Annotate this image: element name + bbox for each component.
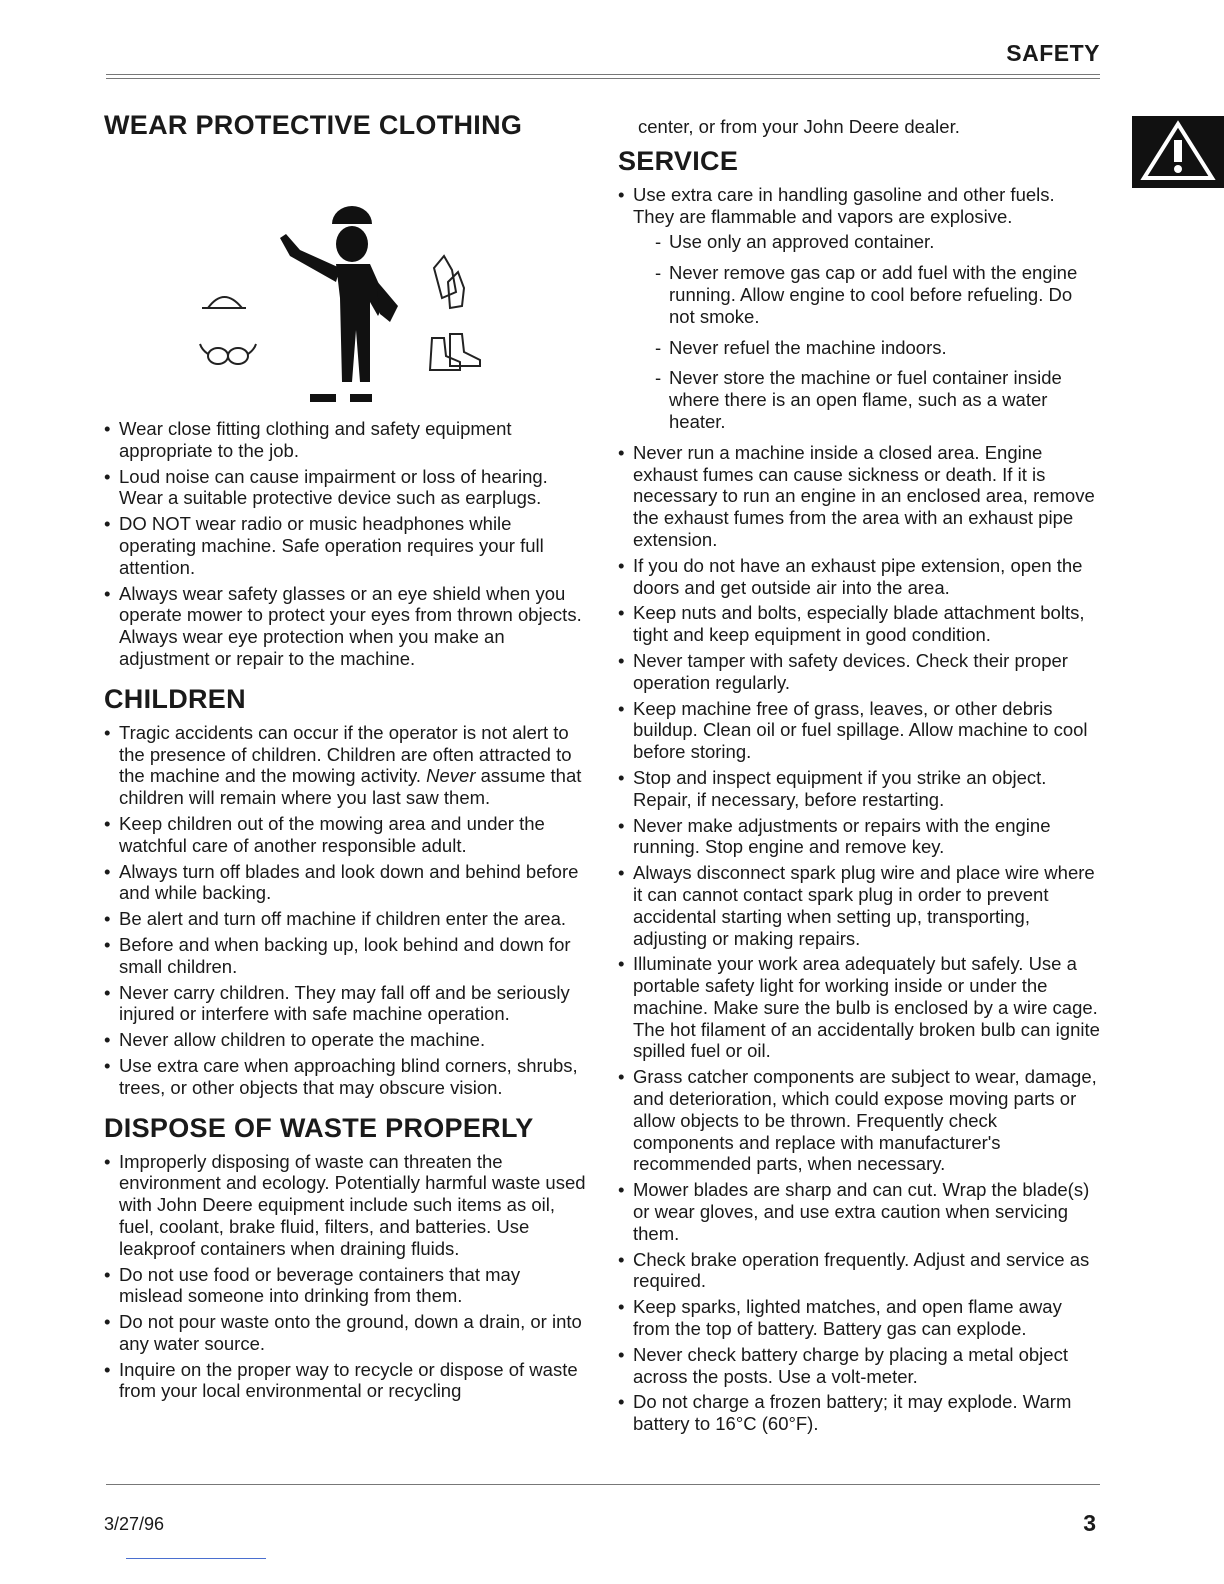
sub-item: - Never refuel the machine indoors. xyxy=(655,337,1100,359)
list-item: • Never run a machine inside a closed area. Engine exhaust fumes can cause sickness or death. If it is necessary to run an engine in an enclosed area, remove the exhaust fumes from the area with an exhaust pipe extension. xyxy=(618,442,1100,551)
list-item: • Be alert and turn off machine if children enter the area. xyxy=(104,908,588,930)
list-item: • Keep sparks, lighted matches, and open flame away from the top of battery. Battery gas can explode. xyxy=(618,1296,1100,1340)
header-rule-2 xyxy=(106,78,1100,79)
section-dispose-waste xyxy=(104,1111,588,1403)
list-item: • Keep machine free of grass, leaves, or other debris buildup. Clean oil or fuel spillage. Allow machine to cool before storing. xyxy=(618,698,1100,763)
list-item xyxy=(104,722,588,809)
sub-item: - Never store the machine or fuel container inside where there is an open flame, such as a water heater. xyxy=(655,367,1100,432)
children-intro-end: assume that children will remain where you last saw them. xyxy=(119,765,582,809)
list-item: • Use extra care when approaching blind corners, shrubs, trees, or other objects that may obscure vision. xyxy=(104,1055,588,1099)
gloves-icon xyxy=(434,256,464,308)
footer-date: 3/27/96 xyxy=(104,1514,165,1534)
footer-rule xyxy=(106,1484,1100,1485)
protective-clothing-illustration xyxy=(104,148,588,418)
list-item: • Keep nuts and bolts, especially blade attachment bolts, tight and keep equipment in good condition. xyxy=(618,602,1100,646)
list-item: • Always wear safety glasses or an eye shield when you operate mower to protect your eyes from thrown objects. Always wear eye protection when you make an adjustment or repair to the machine. xyxy=(104,583,588,670)
list-item: • Do not charge a frozen battery; it may explode. Warm battery to 16°C (60°F). xyxy=(618,1391,1100,1435)
list-item: • Grass catcher components are subject to wear, damage, and deterioration, which could expose moving parts or allow objects to be thrown. Frequently check components and replace with manufacturer's recommended parts, when necessary. xyxy=(618,1066,1100,1175)
list-item: • Loud noise can cause impairment or loss of hearing. Wear a suitable protective device such as earplugs. xyxy=(104,466,588,510)
continuation-text: center, or from your John Deere dealer. xyxy=(638,116,960,137)
worker-figure xyxy=(280,206,398,402)
left-column xyxy=(104,108,588,1406)
list-item: • Do not use food or beverage containers that may mislead someone into drinking from them. xyxy=(104,1264,588,1308)
heading-protective-clothing: WEAR PROTECTIVE CLOTHING xyxy=(104,110,523,140)
page-section-title: SAFETY xyxy=(1006,40,1100,66)
fuel-sub-list xyxy=(655,231,1100,432)
heading-dispose-waste: DISPOSE OF WASTE PROPERLY xyxy=(104,1112,534,1143)
children-intro: Tragic accidents can occur if the operator is not alert to the presence of children. Children are often attracted to the machine and the mowing activity. xyxy=(119,721,572,787)
list-item: • Never carry children. They may fall off and be seriously injured or interfere with safe machine operation. xyxy=(104,982,588,1026)
list-item: • Check brake operation frequently. Adjust and service as required. xyxy=(618,1249,1100,1293)
section-protective-clothing xyxy=(104,108,588,670)
fuel-handling-text: Use extra care in handling gasoline and other fuels. They are flammable and vapors are explosive. xyxy=(633,183,1055,227)
page-number: 3 xyxy=(1083,1510,1096,1536)
boots-icon xyxy=(430,334,480,370)
heading-children: CHILDREN xyxy=(104,683,246,714)
hard-hat-icon xyxy=(202,297,246,308)
goggles-icon xyxy=(200,344,256,364)
list-item: • Never allow children to operate the machine. xyxy=(104,1029,588,1051)
list-item: • DO NOT wear radio or music headphones while operating machine. Safe operation requires your full attention. xyxy=(104,513,588,578)
list-item: • Never check battery charge by placing a metal object across the posts. Use a volt-meter. xyxy=(618,1344,1100,1388)
list-item xyxy=(618,184,1100,433)
list-item: • Stop and inspect equipment if you strike an object. Repair, if necessary, before restarting. xyxy=(618,767,1100,811)
right-column xyxy=(618,108,1100,1439)
section-children xyxy=(104,682,588,1099)
list-item: • Improperly disposing of waste can threaten the environment and ecology. Potentially harmful waste used with John Deere equipment include such items as oil, fuel, coolant, brake fluid, filters, and batteries. Use leakproof containers when draining fluids. xyxy=(104,1151,588,1260)
list-item: • Never tamper with safety devices. Check their proper operation regularly. xyxy=(618,650,1100,694)
list-item: • Wear close fitting clothing and safety equipment appropriate to the job. xyxy=(104,418,588,462)
list-item: • Mower blades are sharp and can cut. Wrap the blade(s) or wear gloves, and use extra caution when servicing them. xyxy=(618,1179,1100,1244)
list-item: • Illuminate your work area adequately but safely. Use a portable safety light for working inside or under the machine. Make sure the bulb is enclosed by a wire cage. The hot filament of an accidentally broken bulb can ignite spilled fuel or oil. xyxy=(618,953,1100,1062)
worker-icon xyxy=(104,148,588,418)
list-item: • If you do not have an exhaust pipe extension, open the doors and get outside air into the area. xyxy=(618,555,1100,599)
list-item: • Always disconnect spark plug wire and place wire where it can cannot contact spark plug in order to prevent accidental starting when setting up, transporting, adjusting or making repairs. xyxy=(618,862,1100,949)
warning-triangle-icon xyxy=(1132,116,1224,188)
sub-item: - Use only an approved container. xyxy=(655,231,1100,253)
list-item: • Do not pour waste onto the ground, down a drain, or into any water source. xyxy=(104,1311,588,1355)
list-item: • Keep children out of the mowing area and under the watchful care of another responsible adult. xyxy=(104,813,588,857)
list-item: • Inquire on the proper way to recycle or dispose of waste from your local environmental or recycling xyxy=(104,1359,588,1403)
never-emphasis: Never xyxy=(426,765,476,787)
heading-service: SERVICE xyxy=(618,145,739,176)
footer-link-line xyxy=(126,1558,266,1559)
sub-item: - Never remove gas cap or add fuel with the engine running. Allow engine to cool before refueling. Do not smoke. xyxy=(655,262,1100,327)
header-rule xyxy=(106,74,1100,75)
list-item: • Before and when backing up, look behind and down for small children. xyxy=(104,934,588,978)
warning-tab xyxy=(1132,116,1224,188)
list-item: • Never make adjustments or repairs with the engine running. Stop engine and remove key. xyxy=(618,815,1100,859)
section-service xyxy=(618,144,1100,1435)
list-item: • Always turn off blades and look down and behind before and while backing. xyxy=(104,861,588,905)
